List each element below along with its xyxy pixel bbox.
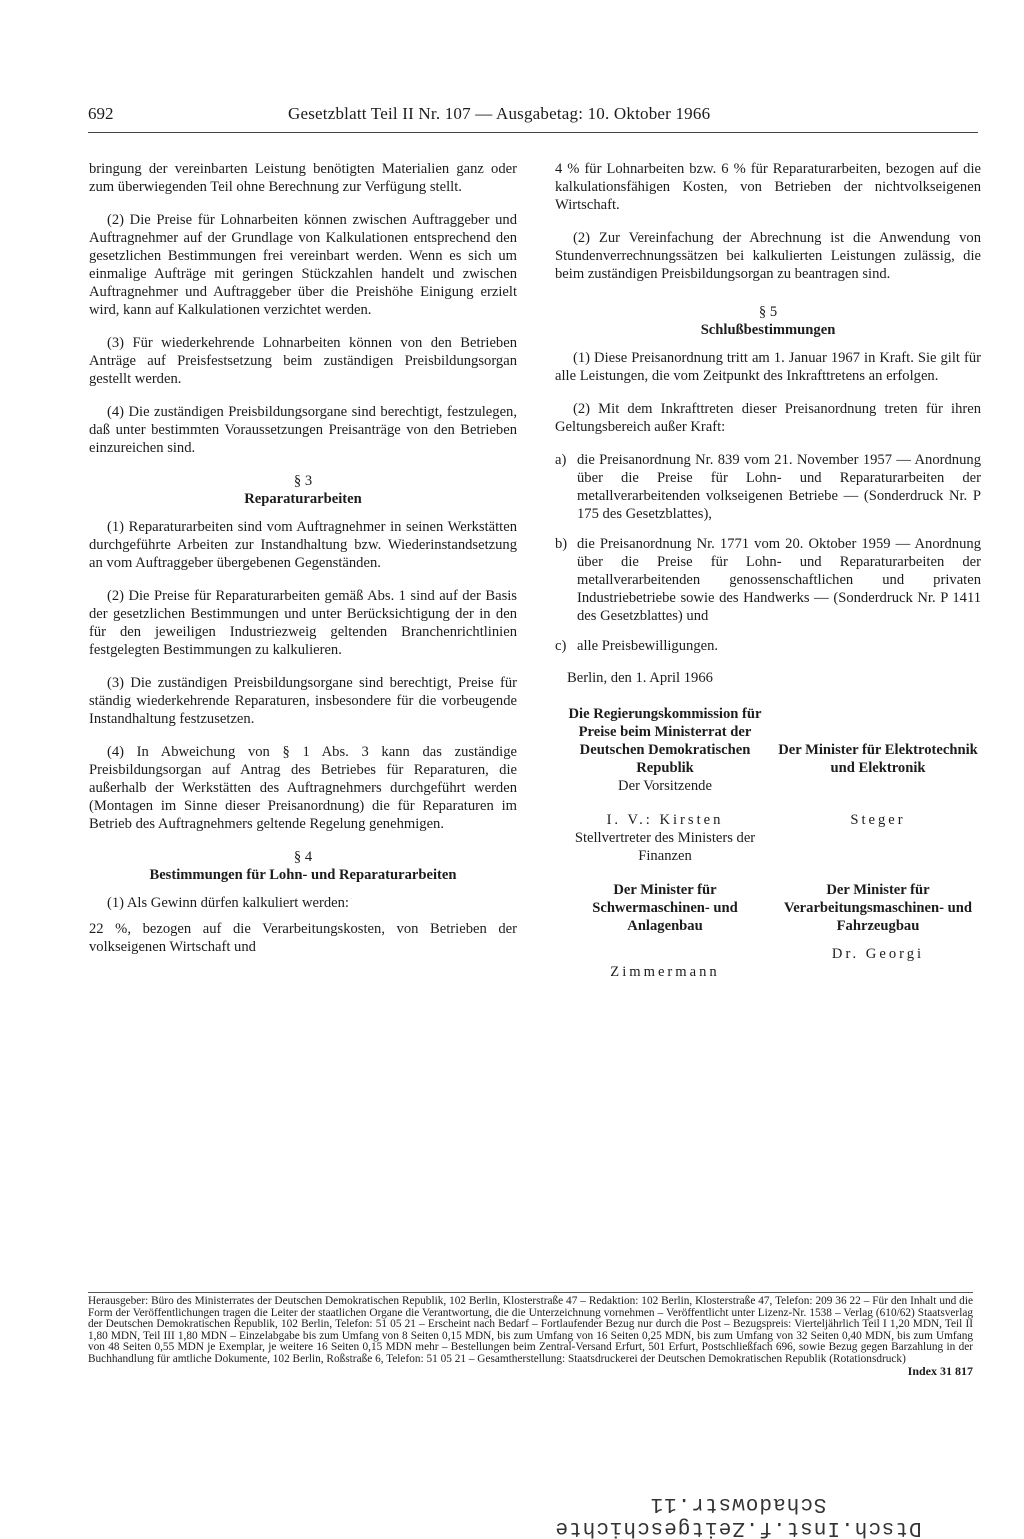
stamp-line: Schadowstr.11 [649, 1492, 827, 1515]
signature-block [555, 811, 775, 865]
paragraph: 4 % für Lohnarbeiten bzw. 6 % für Reparaturarbeiten, bezogen auf die kalkulationsfähigen Kosten, von Betrieben der nichtvolkseigenen Wirtschaft. [555, 161, 981, 213]
section-title: Bestimmungen für Lohn- und Reparaturarbeiten [149, 867, 457, 883]
paragraph: bringung der vereinbarten Leistung benötigten Materialien ganz oder zum überwiegenden Teil ohne Berechnung zur Verfügung stellt. [89, 161, 517, 195]
index-number: Index 31 817 [907, 1363, 973, 1378]
section-title: Reparaturarbeiten [244, 491, 362, 507]
library-stamp [478, 1492, 998, 1539]
signature-role: Der Vorsitzende [618, 778, 712, 794]
list-marker: c) [555, 638, 567, 654]
signature-block [555, 705, 775, 795]
running-title: Gesetzblatt Teil II Nr. 107 — Ausgabetag: 10. Oktober 1966 [288, 104, 711, 123]
imprint [88, 1296, 973, 1377]
paragraph: (3) Für wiederkehrende Lohnarbeiten können von den Betrieben Anträge auf Preisfestsetzung beim zuständigen Preisbildungsorgan gestellt werden. [89, 335, 517, 387]
signature-name: Steger [850, 812, 906, 828]
signature-name: I. V.: Kirsten [606, 812, 724, 828]
signature-title: Die Regierungskommission für Preise beim Ministerrat der Deutschen Demokratischen Republik [568, 706, 762, 776]
page-number: 692 [88, 104, 114, 123]
signature-block [775, 705, 981, 795]
paragraph: 22 %, bezogen auf die Verarbeitungskosten, von Betrieben der volkseigenen Wirtschaft und [89, 921, 517, 955]
signature-block [775, 811, 981, 865]
paragraph: (1) Reparaturarbeiten sind vom Auftragnehmer in seinen Werkstätten durchgeführte Arbeiten zur Instandhaltung bzw. Wiederinstandsetzung an vom Auftraggeber übergebenen Gegenständen. [89, 519, 517, 571]
signature-title: Der Minister für Schwermaschinen- und Anlagenbau [592, 882, 738, 934]
list-item [555, 535, 981, 625]
paragraph: (4) Die zuständigen Preisbildungsorgane sind berechtigt, festzulegen, daß unter bestimmten Voraussetzungen Preisanträge von den Betrieben einzureichen sind. [89, 404, 517, 456]
right-column [555, 160, 981, 981]
list-text: die Preisanordnung Nr. 1771 vom 20. Oktober 1959 — Anordnung über die Preise für Lohn- und Reparaturarbeiten der metallverarbeitenden genossenschaftlichen und privaten Industriebetriebe sowie des Handwerks — (Sonderdruck Nr. P 1411 des Gesetzblattes) und [577, 536, 981, 624]
signature-name: Zimmermann [610, 964, 720, 980]
paragraph: (1) Als Gewinn dürfen kalkuliert werden: [107, 895, 349, 911]
imprint-text: Herausgeber: Büro des Ministerrates der Deutschen Demokratischen Republik, 102 Berlin, Klosterstraße 47 – Redaktion: 102 Berlin, Klosterstraße 47, Telefon: 209 36 22 – Für den Inhalt und die Form der Veröffentlichungen tragen die Leiter der staatlichen Organe die Verantwortung, die die Unterzeichnung vornehmen – Veröffentlicht unter Lizenz-Nr. 1538 – Verlag (610/62) Staatsverlag der Deutschen Demokratischen Republik, 102 Berlin, Telefon: 51 05 21 – Erscheint nach Bedarf – Fortlaufender Bezug nur durch die Post – Bezugspreis: Vierteljährlich Teil I 1,20 MDN, Teil II 1,80 MDN, Teil III 1,80 MDN – Einzelabgabe bis zum Umfang von 8 Seiten 0,15 MDN, bis zum Umfang von 16 Seiten 0,25 MDN, bis zum Umfang von 32 Seiten 0,40 MDN, bis zum Umfang von 48 Seiten 0,55 MDN je Exemplar, je weitere 16 Seiten 0,15 MDN mehr – Bestellungen beim Zentral-Versand Erfurt, 501 Erfurt, Postschließfach 696, sowie Bezug gegen Barzahlung in der Buchhandlung für amtliche Dokumente, 102 Berlin, Roßstraße 6, Telefon: 51 05 21 – Gesamtherstellung: Staatsdruckerei der Deutschen Demokratischen Republik (Rotationsdruck) [88, 1295, 973, 1365]
list-marker: a) [555, 452, 567, 468]
signature-title: Der Minister für Elektrotechnik und Elektronik [778, 742, 978, 776]
signature-title: Der Minister für Verarbeitungsmaschinen- und Fahrzeugbau [784, 882, 972, 934]
section-number: § 3 [293, 473, 313, 489]
list-text: alle Preisbewilligungen. [577, 638, 719, 654]
header-rule [88, 132, 978, 133]
paragraph: (4) In Abweichung von § 1 Abs. 3 kann das zuständige Preisbildungsorgan auf Antrag des Betriebes für Reparaturen, die außerhalb der Werkstätten des Auftragnehmers durchgeführt werden (Montagen im Sinne dieser Preisanordnung) die für Reparaturen im Betrieb des Auftragnehmers geltende Regelung genehmigen. [89, 744, 517, 832]
list-item [555, 451, 981, 523]
paragraph: (1) Diese Preisanordnung tritt am 1. Januar 1967 in Kraft. Sie gilt für alle Leistungen, die vom Zeitpunkt des Inkrafttretens an erfolgen. [555, 350, 981, 384]
date-line: Berlin, den 1. April 1966 [567, 670, 713, 686]
signature-block [775, 881, 981, 981]
stamp-line: Dtsch.Inst.f.Zeitgeschichte [554, 1516, 922, 1539]
signature-block [555, 881, 775, 981]
paragraph: (2) Mit dem Inkrafttreten dieser Preisanordnung treten für ihren Geltungsbereich außer Kraft: [555, 401, 981, 435]
signature-subtitle: Stellvertreter des Ministers der Finanzen [574, 830, 756, 864]
paragraph: (2) Zur Vereinfachung der Abrechnung ist die Anwendung von Stundenverrechnungssätzen bei kalkulierten Leistungen zulässig, die beim zuständigen Preisbildungsorgan zu beantragen sind. [555, 230, 981, 282]
signature-name: Dr. Georgi [831, 946, 925, 962]
page-header [88, 104, 978, 130]
left-column [89, 160, 517, 971]
paragraph: (2) Die Preise für Reparaturarbeiten gemäß Abs. 1 sind auf der Basis der gesetzlichen Bestimmungen und unter Berücksichtigung der in den für den jeweiligen Industriezweig geltenden Branchenrichtlinien festgelegten Bestimmungen zu kalkulieren. [89, 588, 517, 658]
signature-grid [555, 705, 981, 981]
section-title: Schlußbestimmungen [700, 322, 836, 338]
imprint-rule [88, 1292, 973, 1293]
paragraph: (2) Die Preise für Lohnarbeiten können zwischen Auftraggeber und Auftragnehmer auf der Grundlage von Kalkulationen entsprechend den gesetzlichen Bestimmungen frei vereinbart werden. Wenn es sich um einmalige Aufträge mit geringen Stückzahlen handelt und zwischen Auftragnehmer und Auftraggeber über die Preishöhe Einigung erzielt wird, kann auf Kalkulationen verzichtet werden. [89, 212, 517, 318]
list-text: die Preisanordnung Nr. 839 vom 21. November 1957 — Anordnung über die Preise für Lohn- und Reparaturarbeiten der metallverarbeitenden volkseigenen Betriebe — (Sonderdruck Nr. P 175 des Gesetzblattes), [577, 452, 981, 522]
list-item [555, 637, 981, 655]
list-marker: b) [555, 536, 568, 552]
section-number: § 5 [758, 304, 778, 320]
paragraph: (3) Die zuständigen Preisbildungsorgane sind berechtigt, Preise für ständig wiederkehrende Reparaturen, insbesondere für die vorbeugende Instandhaltung festzusetzen. [89, 675, 517, 727]
section-number: § 4 [293, 849, 313, 865]
